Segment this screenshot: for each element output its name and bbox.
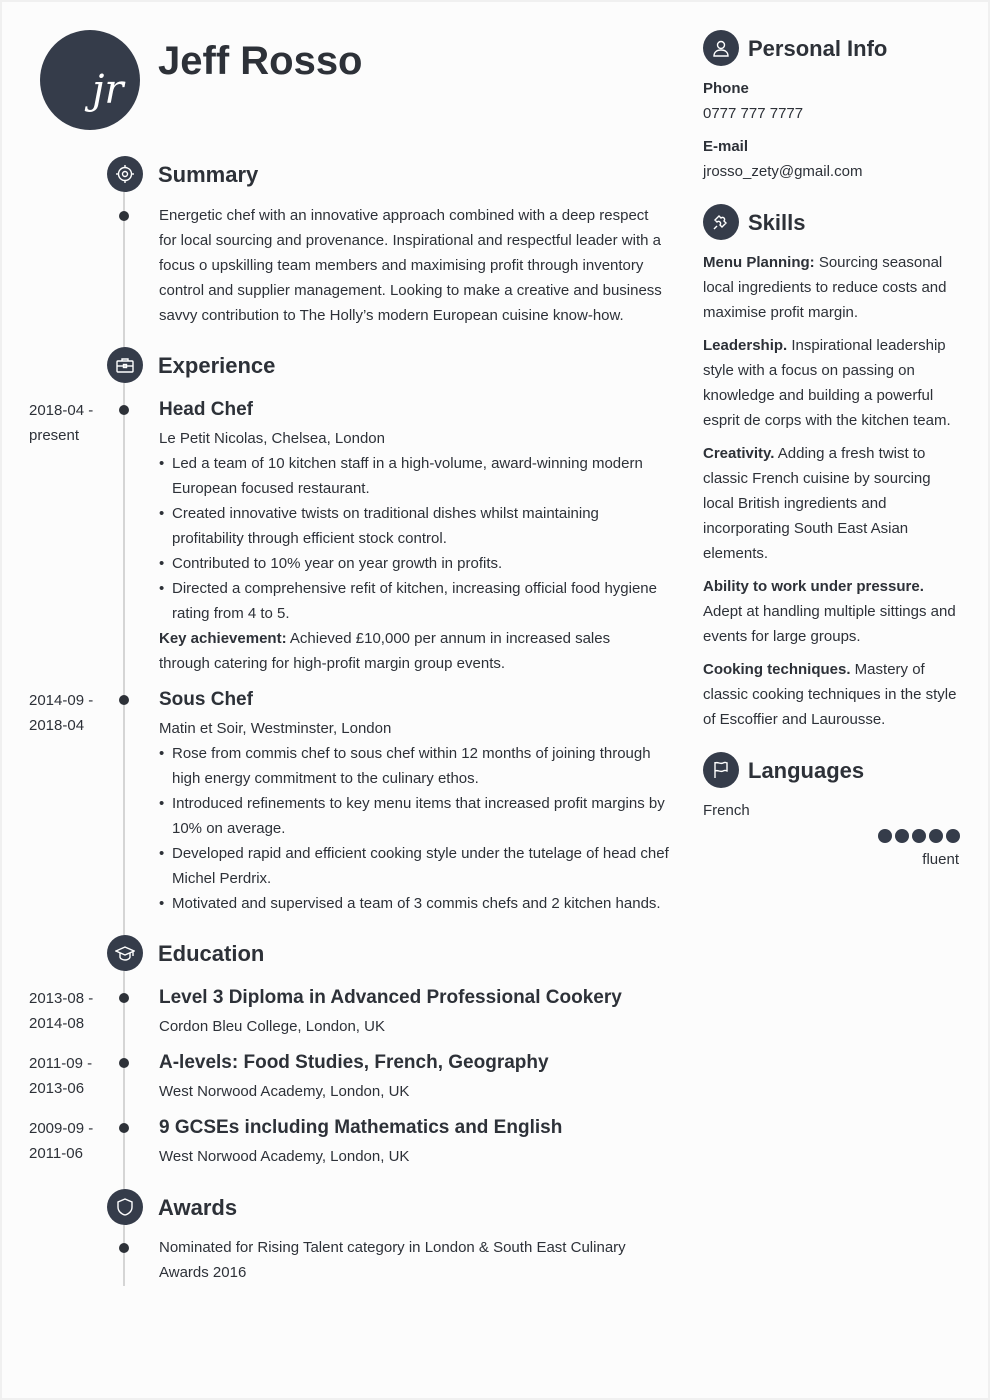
skill-desc: Inspirational leadership style with a focus on passing on knowledge and building a powerful esprit de corps with the kitchen team.: [703, 337, 951, 429]
list-item: • Motivated and supervised a team of 3 commis chefs and 2 kitchen hands.: [159, 891, 669, 916]
list-item: • Contributed to 10% year on year growth in profits.: [159, 551, 669, 576]
job-date: 2014-09 - 2018-04: [29, 692, 94, 734]
briefcase-icon: [107, 347, 143, 383]
timeline-dot: [119, 1058, 129, 1068]
personal-info-heading: Personal Info: [748, 36, 888, 61]
list-item: • Rose from commis chef to sous chef within 12 months of joining through high energy commitment to the culinary ethos.: [159, 741, 669, 791]
list-item: • Created innovative twists on traditional dishes whilst maintaining profitability through efficient stock control.: [159, 501, 669, 551]
email-value: jrosso_zety@gmail.com: [703, 163, 863, 180]
education-date: 2013-08 - 2014-08: [29, 990, 94, 1032]
level-dot: [912, 829, 926, 843]
degree-title: Level 3 Diploma in Advanced Professional Cookery: [159, 987, 622, 1008]
education-date: 2009-09 - 2011-06: [29, 1120, 94, 1162]
level-dot: [929, 829, 943, 843]
timeline-dot: [119, 211, 129, 221]
summary-heading: Summary: [158, 162, 259, 187]
experience-heading: Experience: [158, 353, 276, 378]
level-dot: [878, 829, 892, 843]
list-item: • Introduced refinements to key menu items that increased profit margins by 10% on average.: [159, 791, 669, 841]
list-item: • Developed rapid and efficient cooking style under the tutelage of head chef Michel Perdrix.: [159, 841, 669, 891]
phone-value: 0777 777 7777: [703, 105, 804, 122]
level-dot: [895, 829, 909, 843]
job-bullets: [159, 451, 669, 626]
key-achievement: [159, 626, 639, 676]
skill-item: [703, 657, 965, 732]
skill-item: [703, 574, 965, 649]
school-name: West Norwood Academy, London, UK: [159, 1148, 410, 1165]
list-item: • Directed a comprehensive refit of kitchen, increasing official food hygiene rating from 4 to 5.: [159, 576, 669, 626]
initials-text: jr: [92, 67, 124, 113]
timeline-dot: [119, 1123, 129, 1133]
skill-name: Leadership.: [703, 337, 788, 354]
job-company: Le Petit Nicolas, Chelsea, London: [159, 430, 385, 447]
skills-heading: Skills: [748, 210, 806, 235]
skill-name: Ability to work under pressure.: [703, 578, 924, 595]
level-dot: [946, 829, 960, 843]
job-bullets: [159, 741, 669, 916]
job-date: 2018-04 - present: [29, 402, 94, 444]
skill-desc: Sourcing seasonal local ingredients to reduce costs and maximise profit margin.: [703, 254, 947, 321]
education-date: 2011-09 - 2013-06: [29, 1055, 93, 1097]
skill-desc: Mastery of classic cooking techniques in the style of Escoffier and Laurousse.: [703, 661, 957, 728]
flag-icon: [703, 752, 739, 788]
achievement-label: Key achievement:: [159, 630, 287, 647]
shield-icon: [107, 1189, 143, 1225]
skill-item: [703, 250, 965, 325]
target-icon: [107, 156, 143, 192]
job-company: Matin et Soir, Westminster, London: [159, 720, 392, 737]
award-text: Nominated for Rising Talent category in London & South East Culinary Awards 2016: [159, 1239, 626, 1281]
timeline-line: [123, 174, 125, 1286]
timeline-dot: [119, 695, 129, 705]
phone-label: Phone: [703, 80, 749, 97]
achievement-text: Achieved £10,000 per annum in increased sales through catering for high-profit margin group events.: [159, 630, 611, 672]
resume-page: [2, 2, 988, 1398]
summary-text: Energetic chef with an innovative approach combined with a deep respect for local sourcing and provenance. Inspirational and respectful leader with a focus o upskilling team members and maximising profit through inventory control and supplier management. Looking to make a creative and business savvy contribution to The Holly’s modern European cuisine know-how.: [159, 207, 662, 324]
language-level: fluent: [922, 851, 959, 868]
degree-title: A-levels: Food Studies, French, Geography: [159, 1052, 549, 1073]
language-name: French: [703, 802, 750, 819]
email-label: E-mail: [703, 138, 749, 155]
languages-heading: Languages: [748, 758, 865, 783]
timeline-dot: [119, 993, 129, 1003]
education-heading: Education: [158, 941, 265, 966]
school-name: West Norwood Academy, London, UK: [159, 1083, 410, 1100]
school-name: Cordon Bleu College, London, UK: [159, 1018, 385, 1035]
skill-item: [703, 333, 965, 433]
skill-name: Menu Planning:: [703, 254, 815, 271]
language-level-dots: [878, 829, 963, 843]
skill-name: Creativity.: [703, 445, 775, 462]
graduation-cap-icon: [107, 935, 143, 971]
candidate-name: Jeff Rosso: [158, 39, 363, 83]
list-item: • Led a team of 10 kitchen staff in a high-volume, award-winning modern European focused restaurant.: [159, 451, 669, 501]
degree-title: 9 GCSEs including Mathematics and English: [159, 1117, 563, 1138]
skill-name: Cooking techniques.: [703, 661, 851, 678]
timeline-dot: [119, 1243, 129, 1253]
skill-desc: Adding a fresh twist to classic French cuisine by sourcing local British ingredients and incorporating South East Asian elements.: [703, 445, 931, 562]
puzzle-piece-icon: [703, 204, 739, 240]
skill-desc: Adept at handling multiple sittings and events for large groups.: [703, 603, 956, 645]
timeline-dot: [119, 405, 129, 415]
awards-heading: Awards: [158, 1195, 238, 1220]
job-title: Head Chef: [159, 399, 253, 420]
job-title: Sous Chef: [159, 689, 253, 710]
user-icon: [703, 30, 739, 66]
initials-avatar: [40, 30, 140, 130]
skill-item: [703, 441, 965, 566]
